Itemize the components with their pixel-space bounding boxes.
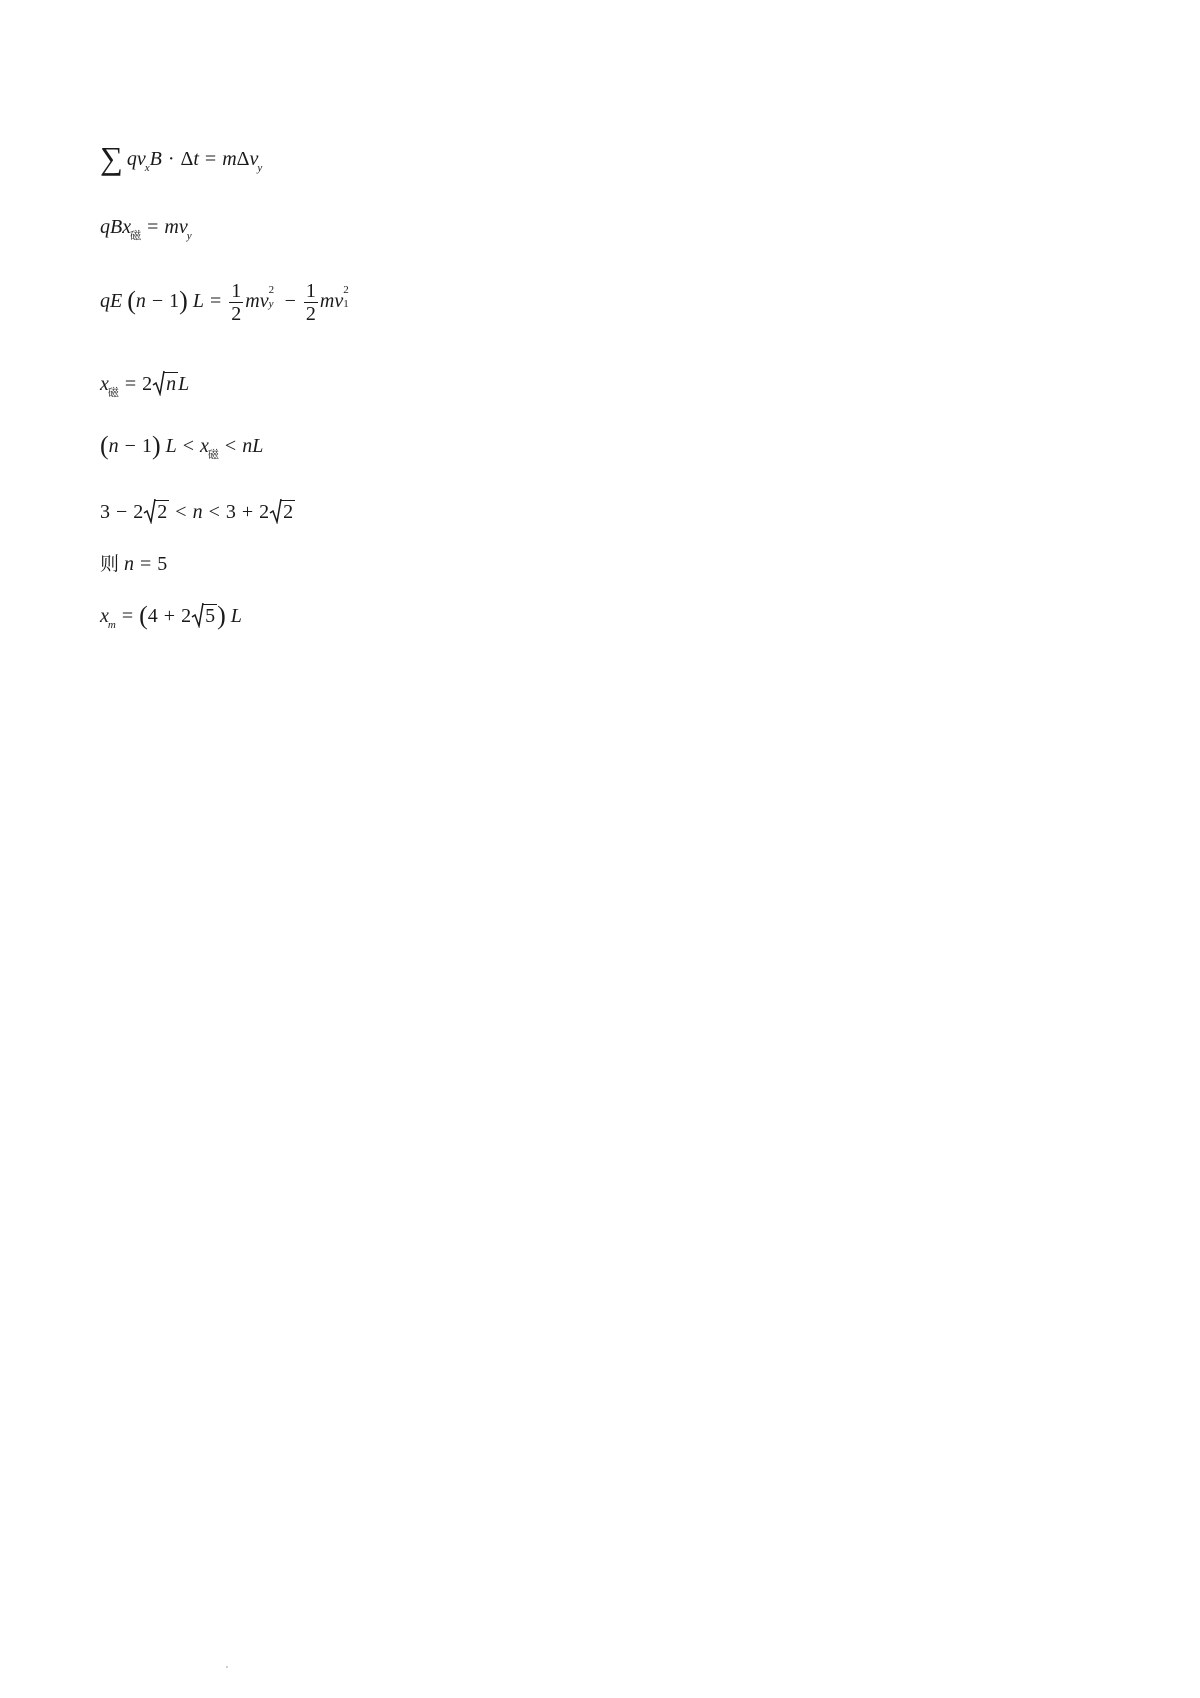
- radicand-n: n: [166, 373, 177, 395]
- minus-sign: −: [124, 435, 136, 457]
- var-E: E: [110, 290, 123, 313]
- denominator: 2: [305, 303, 316, 325]
- number-3: 3: [225, 501, 236, 523]
- subscript-y: y: [257, 162, 263, 174]
- var-L: L: [165, 435, 177, 457]
- var-n: n: [192, 501, 203, 523]
- equation-6: [100, 498, 295, 526]
- sqrt-radical: [152, 370, 178, 398]
- equation-1: [100, 140, 262, 176]
- sup-sub-pair: [269, 280, 279, 308]
- var-x: x: [100, 373, 109, 395]
- var-B: B: [149, 148, 162, 170]
- less-than: <: [224, 435, 237, 457]
- superscript-2: 2: [268, 284, 275, 296]
- left-paren: (: [127, 286, 136, 316]
- sqrt-radical: [143, 498, 169, 526]
- number-3: 3: [100, 501, 110, 523]
- var-x: x: [100, 605, 109, 627]
- subscript-y: y: [186, 230, 192, 242]
- minus-sign: −: [284, 290, 296, 313]
- var-m: m: [245, 290, 260, 313]
- number-2: 2: [181, 605, 192, 627]
- radical-sign-icon: [152, 370, 165, 396]
- minus-sign: −: [116, 501, 128, 523]
- subscript-y: y: [268, 298, 274, 310]
- numerator: 1: [305, 280, 316, 302]
- var-v: v: [136, 148, 146, 170]
- fraction-half: [304, 280, 318, 325]
- var-x: x: [122, 216, 132, 238]
- sup-sub-pair: [343, 280, 353, 308]
- sqrt-radical: [269, 498, 295, 526]
- right-paren: ): [151, 431, 161, 460]
- left-paren: (: [139, 601, 148, 630]
- number-1: 1: [141, 435, 152, 457]
- subscript-x: x: [144, 162, 150, 174]
- text-ze: 则: [100, 553, 120, 575]
- var-n: n: [108, 435, 119, 457]
- equals-sign: =: [140, 553, 152, 575]
- number-2: 2: [259, 501, 270, 523]
- var-q: q: [100, 290, 110, 313]
- denominator: 2: [231, 303, 242, 325]
- equals-sign: =: [204, 148, 217, 170]
- subscript-ci: 磁: [130, 229, 142, 242]
- var-m: m: [164, 216, 179, 238]
- var-q: q: [126, 148, 137, 170]
- var-B: B: [110, 216, 123, 238]
- equation-4: [100, 370, 189, 401]
- var-q: q: [100, 216, 110, 238]
- right-paren: ): [217, 601, 226, 630]
- var-L: L: [252, 435, 264, 457]
- radicand-2: 2: [283, 501, 294, 523]
- subscript-ci: 磁: [207, 448, 219, 461]
- sum-symbol: ∑: [100, 140, 123, 176]
- less-than: <: [208, 501, 220, 523]
- superscript-2: 2: [343, 284, 349, 296]
- var-v: v: [178, 216, 188, 238]
- var-v: v: [249, 148, 259, 170]
- subscript-m: m: [107, 619, 116, 631]
- var-L: L: [230, 605, 242, 627]
- number-4: 4: [147, 605, 158, 627]
- less-than: <: [182, 435, 195, 457]
- equation-8: [100, 600, 242, 633]
- fraction-half: [229, 280, 243, 325]
- var-n: n: [135, 290, 146, 313]
- plus-sign: +: [241, 501, 254, 523]
- equation-2: [100, 213, 192, 244]
- number-2: 2: [133, 501, 144, 523]
- equals-sign: =: [124, 373, 137, 395]
- var-n: n: [124, 553, 135, 575]
- var-t: t: [193, 148, 199, 170]
- equation-5: [100, 430, 263, 463]
- var-L: L: [192, 290, 204, 313]
- delta-symbol: Δ: [236, 148, 250, 170]
- var-m: m: [319, 290, 335, 313]
- number-2: 2: [142, 373, 153, 395]
- number-5: 5: [157, 553, 168, 575]
- subscript-ci: 磁: [107, 386, 119, 399]
- var-m: m: [222, 148, 237, 170]
- equals-sign: =: [121, 605, 134, 627]
- sqrt-radical: [191, 602, 217, 630]
- footer-mark: [226, 1666, 228, 1668]
- radical-sign-icon: [191, 602, 204, 628]
- delta-symbol: Δ: [180, 148, 194, 170]
- left-paren: (: [100, 431, 109, 460]
- number-1: 1: [169, 290, 180, 313]
- radical-sign-icon: [269, 498, 282, 524]
- var-v: v: [259, 290, 269, 313]
- var-x: x: [200, 435, 209, 457]
- equation-7: [100, 550, 167, 578]
- right-paren: ): [179, 286, 188, 316]
- subscript-1: 1: [343, 298, 349, 310]
- radical-sign-icon: [143, 498, 156, 524]
- plus-sign: +: [163, 605, 176, 627]
- radicand-5: 5: [205, 605, 216, 627]
- equals-sign: =: [147, 216, 159, 238]
- minus-sign: −: [151, 290, 164, 313]
- var-v: v: [334, 290, 344, 313]
- var-n: n: [242, 435, 253, 457]
- equation-3: [100, 280, 353, 325]
- radicand-2: 2: [157, 501, 168, 523]
- var-L: L: [178, 373, 190, 395]
- less-than: <: [175, 501, 187, 523]
- equals-sign: =: [209, 290, 222, 313]
- dot-operator: ·: [167, 148, 175, 170]
- numerator: 1: [231, 280, 242, 302]
